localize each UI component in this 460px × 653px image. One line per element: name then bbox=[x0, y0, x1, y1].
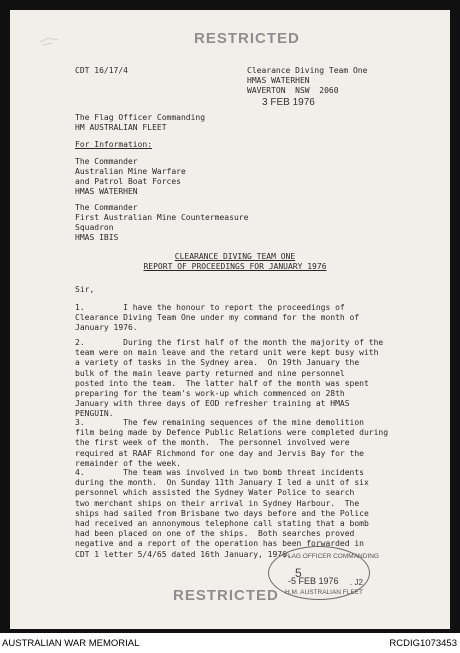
info-heading: For Information: bbox=[75, 140, 153, 149]
date-stamp: 3 FEB 1976 bbox=[262, 97, 315, 108]
punch-hole-mark-icon bbox=[38, 34, 60, 48]
salutation: Sir, bbox=[75, 285, 95, 294]
addressee-line2: HM AUSTRALIAN FLEET bbox=[75, 123, 167, 132]
report-title-line2: REPORT OF PROCEEDINGS FOR JANUARY 1976 bbox=[143, 262, 327, 271]
paragraph-3: 3. The few remaining sequences of the mine demolition film being made by Defence Public Relations were completed during the first week of the month. The personnel involved were required at RAAF Richmond for one day and Jervis Bay for the remainder of the week. bbox=[75, 418, 389, 468]
classification-bottom: RESTRICTED bbox=[173, 587, 279, 604]
paragraph-2: 2. During the first half of the month the majority of the team were on main leave and the retard unit were kept busy with a variety of tasks in the Sydney area. On 19th January the bulk of the main leave party returned and nine personnel posted into the team. The latter half of the month was spent preparing for the team's work-up which commenced on 28th January with three days of EOD refresher training at HMAS PENGUIN. bbox=[75, 338, 384, 419]
info1-line1: The Commander bbox=[75, 157, 138, 166]
info1-line3: and Patrol Boat Forces bbox=[75, 177, 181, 186]
reference-number: CDT 16/17/4 bbox=[75, 66, 128, 75]
report-title-line1: CLEARANCE DIVING TEAM ONE bbox=[174, 252, 296, 261]
info2-line3: Squadron bbox=[75, 223, 114, 232]
info2-line2: First Australian Mine Countermeasure bbox=[75, 213, 249, 222]
paragraph-4: 4. The team was involved in two bomb threat incidents during the month. On Sunday 11th January I led a unit of six personnel which assisted the Sydney Water Police to search two merchant ships on their arrival in Sydney Harbour. The ships had sailed from Brisbane two days before and the Police had received an annonymous telephone call stating that a bomb had been placed on one of the ships. Both searches proved negative and a report of the operation has been forwarded in CDT 1 letter 5/4/65 dated 16th January, 1976. bbox=[75, 468, 369, 559]
footer-source: AUSTRALIAN WAR MEMORIAL bbox=[2, 638, 140, 649]
stamp-number: 5 bbox=[295, 566, 302, 580]
info1-line4: HMAS WATERHEN bbox=[75, 187, 138, 196]
info1-line2: Australian Mine Warfare bbox=[75, 167, 186, 176]
stamp-bottom-text: H.M. AUSTRALIAN FLEET bbox=[285, 589, 364, 596]
addressee-line1: The Flag Officer Commanding bbox=[75, 113, 206, 122]
unit-address: WAVERTON NSW 2060 bbox=[247, 86, 339, 95]
footer-record-id: RCDIG1073453 bbox=[389, 638, 457, 649]
unit-name: Clearance Diving Team One bbox=[247, 66, 368, 75]
info2-line4: HMAS IBIS bbox=[75, 233, 119, 242]
info2-line1: The Commander bbox=[75, 203, 138, 212]
paragraph-1: 1. I have the honour to report the proceedings of Clearance Diving Team One under my command for the month of January 1976. bbox=[75, 303, 360, 333]
stamp-date: -5 FEB 1976 bbox=[288, 576, 339, 586]
classification-top: RESTRICTED bbox=[194, 30, 300, 47]
unit-ship: HMAS WATERHEN bbox=[247, 76, 310, 85]
stamp-note: . J2 bbox=[350, 578, 363, 587]
stamp-top-text: FLAG OFFICER COMMANDING bbox=[284, 553, 379, 560]
